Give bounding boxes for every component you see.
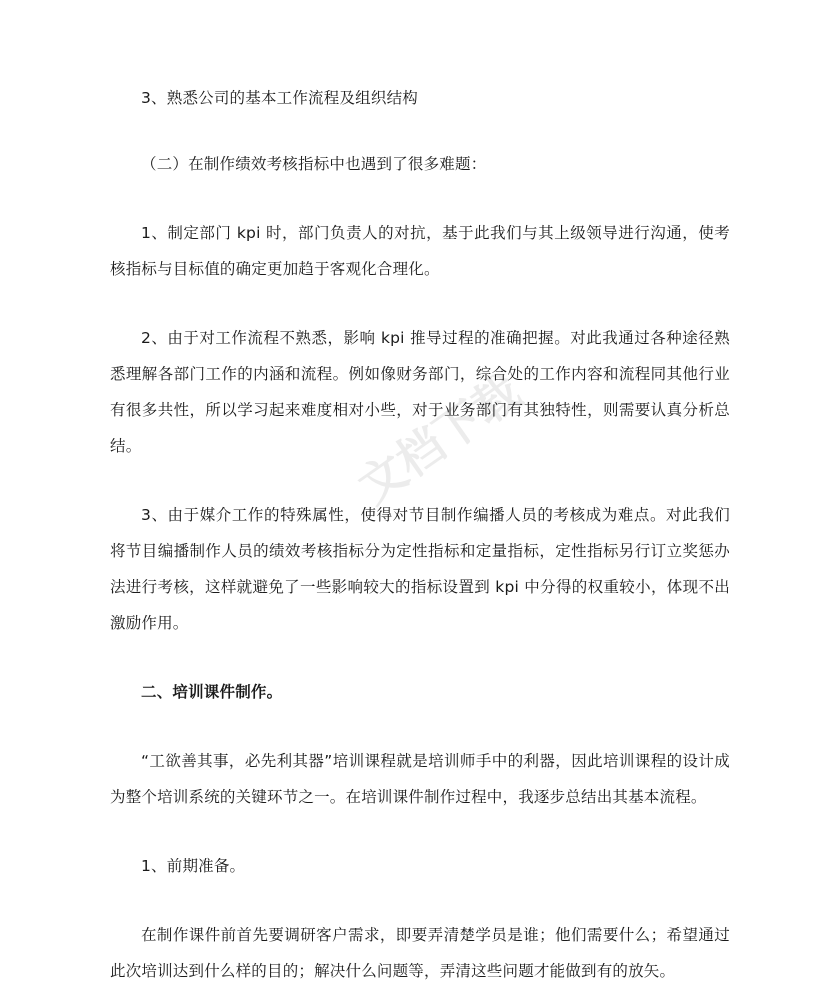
paragraph-item-3: 3、熟悉公司的基本工作流程及组织结构: [141, 89, 418, 107]
paragraph-difficulty-1: 1、制定部门 kpi 时，部门负责人的对抗，基于此我们与其上级领导进行沟通，使考核指标与目标值的确定更加趋于客观化合理化。: [110, 224, 730, 278]
paragraph-difficulty-2: 2、由于对工作流程不熟悉，影响 kpi 推导过程的准确把握。对此我通过各种途径熟悉理解各部门工作的内涵和流程。例如像财务部门，综合处的工作内容和流程同其他行业有很多共性，所以学习起来难度相对小些，对于业务部门有其独特性，则需要认真分析总结。: [110, 329, 730, 455]
document-body: [110, 80, 730, 989]
paragraph-training-intro: “工欲善其事，必先利其器”培训课程就是培训师手中的利器，因此培训课程的设计成为整个培训系统的关键环节之一。在培训课件制作过程中，我逐步总结出其基本流程。: [110, 752, 730, 806]
paragraph-section-heading-2: （二）在制作绩效考核指标中也遇到了很多难题：: [141, 155, 487, 173]
section-heading-training-courseware: 二、培训课件制作。: [141, 683, 283, 701]
paragraph-preparation-heading: 1、前期准备。: [141, 857, 246, 875]
watermark-text: 文档下载: [348, 364, 531, 515]
paragraph-difficulty-3: 3、由于媒介工作的特殊属性，使得对节目制作编播人员的考核成为难点。对此我们将节目编播制作人员的绩效考核指标分为定性指标和定量指标，定性指标另行订立奖惩办法进行考核，这样就避免了一些影响较大的指标设置到 kpi 中分得的权重较小，体现不出激励作用。: [110, 506, 730, 632]
paragraph-preparation-body: 在制作课件前首先要调研客户需求，即要弄清楚学员是谁；他们需要什么；希望通过此次培训达到什么样的目的；解决什么问题等，弄清这些问题才能做到有的放矢。: [110, 926, 730, 980]
